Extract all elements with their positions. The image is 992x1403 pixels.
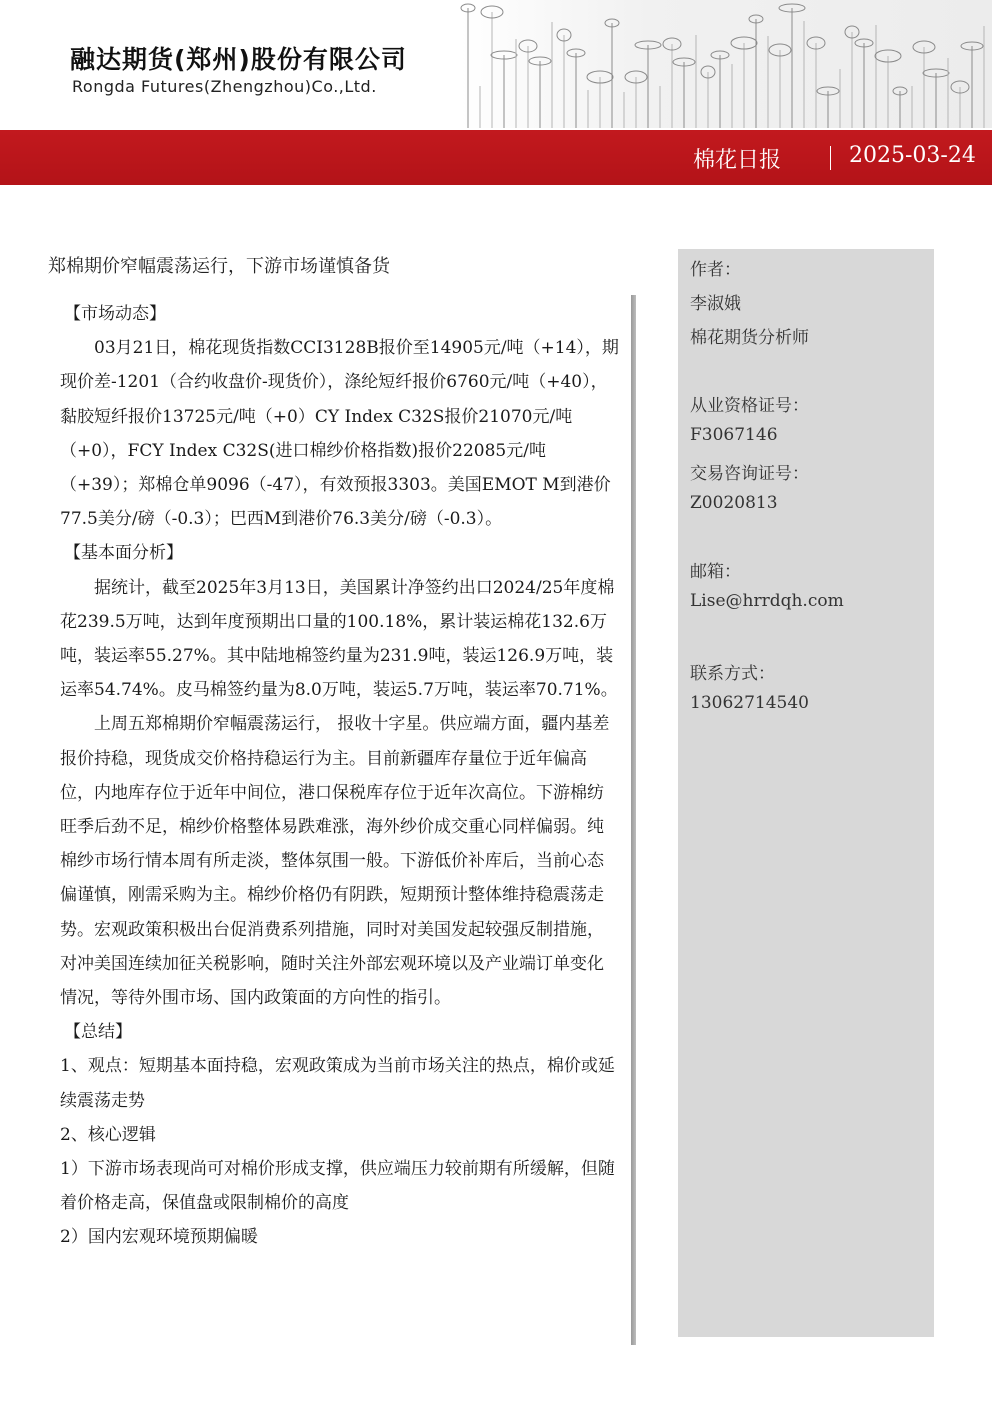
report-date: 2025-03-24	[849, 143, 976, 168]
main-content	[60, 297, 620, 1255]
section-title-summary: 【总结】	[64, 1022, 132, 1043]
contact-number: 13062714540	[690, 693, 809, 713]
author-sidebar	[678, 249, 934, 1337]
email-label: 邮箱：	[690, 562, 741, 582]
header-decoration	[460, 0, 992, 128]
report-name: 棉花日报	[693, 148, 782, 173]
headline: 郑棉期价窄幅震荡运行，下游市场谨慎备货	[48, 256, 390, 277]
advisory-number: Z0020813	[690, 493, 778, 513]
fundamental-paragraph-2: 上周五郑棉期价窄幅震荡运行， 报收十字星。供应端方面，疆内基差报价持稳，现货成交价格持稳运行为主。目前新疆库存量位于近年偏高位，内地库存位于近年中间位，港口保税库存位于近年次高位。下游棉纺旺季后劲不足，棉纱价格整体易跌难涨，海外纱价成交重心同样偏弱。纯棉纱市场行情本周有所走淡，整体氛围一般。下游低价补库后，当前心态偏谨慎，刚需采购为主。棉纱价格仍有阴跌，短期预计整体维持稳震荡走势。宏观政策积极出台促消费系列措施，同时对美国发起较强反制措施，对冲美国连续加征关税影响，随时关注外部宏观环境以及产业端订单变化情况，等待外围市场、国内政策面的方向性的指引。	[60, 714, 610, 1009]
author-label: 作者：	[690, 260, 741, 280]
author-title: 棉花期货分析师	[690, 328, 809, 348]
section-title-fundamental: 【基本面分析】	[64, 543, 183, 564]
title-band	[0, 130, 992, 185]
contact-label: 联系方式：	[690, 664, 775, 684]
market-paragraph: 03月21日，棉花现货指数CCI3128B报价至14905元/吨（+14），期现价差-1201（合约收盘价-现货价），涤纶短纤报价6760元/吨（+40），黏胶短纤报价13725元/吨（+0）CY Index C32S报价21070元/吨（+0），FCY Index C32S(进口棉纱价格指数)报价22085元/吨（+39）；郑棉仓单9096（-47），有效预报3303。美国EMOT M到港价77.5美分/磅（-0.3）；巴西M到港价76.3美分/磅（-0.3）。	[60, 338, 619, 530]
section-title-market: 【市场动态】	[64, 304, 166, 324]
company-name-cn: 融达期货(郑州)股份有限公司	[70, 45, 407, 74]
summary-logic-title: 2、核心逻辑	[60, 1124, 156, 1145]
summary-logic-1: 1）下游市场表现尚可对棉价形成支撑，供应端压力较前期有所缓解，但随着价格走高，保值盘或限制棉价的高度	[60, 1159, 615, 1214]
vertical-divider	[631, 295, 636, 1345]
summary-logic-2: 2）国内宏观环境预期偏暖	[60, 1227, 258, 1248]
fundamental-paragraph-1: 据统计，截至2025年3月13日，美国累计净签约出口2024/25年度棉花239.5万吨，达到年度预期出口量的100.18%，累计装运棉花132.6万吨，装运率55.27%。其中陆地棉签约量为231.9吨，装运126.9万吨，装运率54.74%。皮马棉签约量为8.0万吨，装运5.7万吨，装运率70.71%。	[60, 577, 618, 701]
email-address[interactable]: Lise@hrrdqh.com	[690, 591, 844, 611]
advisory-label: 交易咨询证号：	[690, 464, 809, 484]
qualification-label: 从业资格证号：	[690, 396, 809, 416]
summary-view: 1、观点：短期基本面持稳，宏观政策成为当前市场关注的热点，棉价或延续震荡走势	[60, 1056, 615, 1111]
title-separator	[830, 146, 831, 170]
author-name: 李淑娥	[690, 294, 741, 314]
qualification-number: F3067146	[690, 425, 778, 445]
company-name-en: Rongda Futures(Zhengzhou)Co.,Ltd.	[72, 77, 377, 96]
